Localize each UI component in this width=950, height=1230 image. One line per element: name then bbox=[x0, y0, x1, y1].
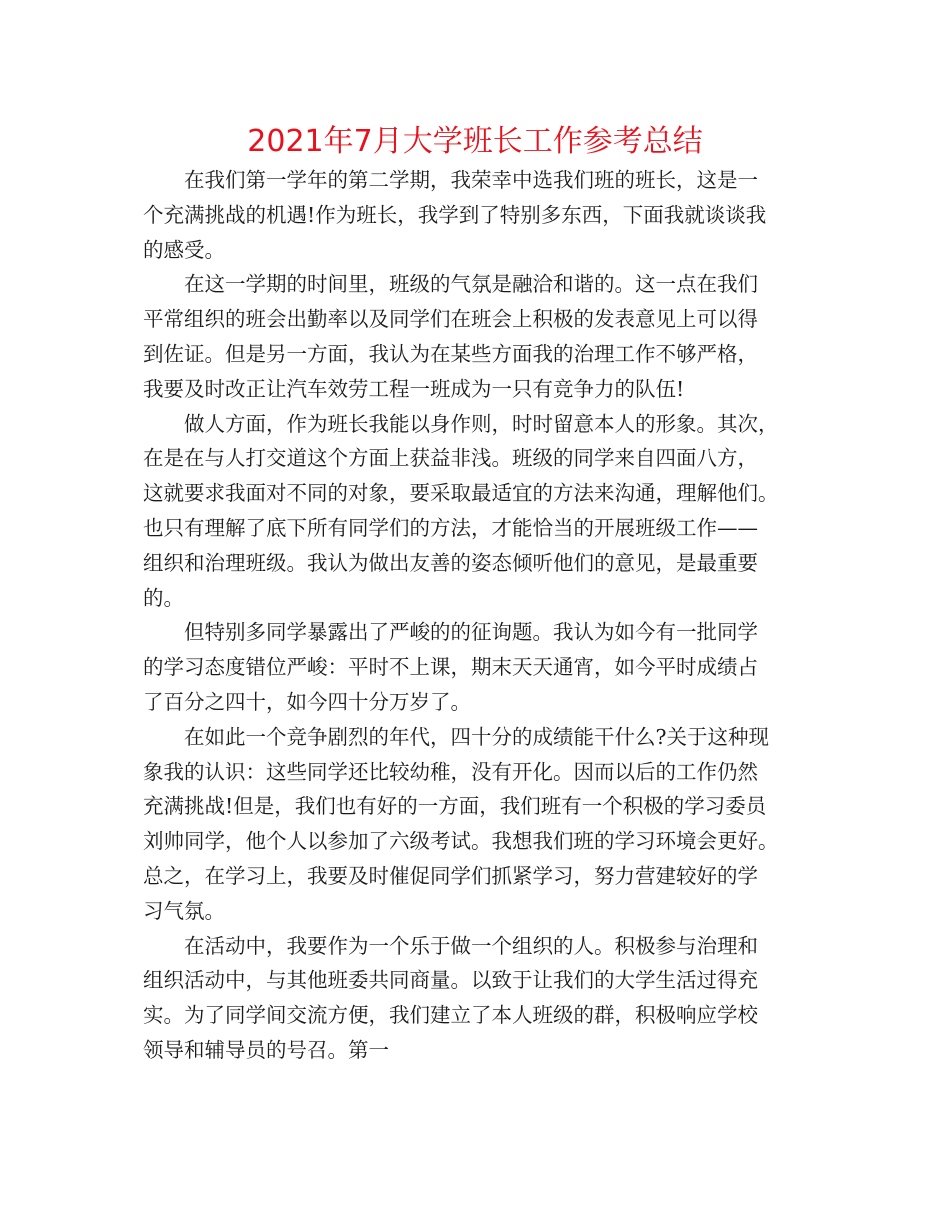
paragraph-line: 实。为了同学间交流方便，我们建立了本人班级的群，积极响应学校 bbox=[143, 1003, 758, 1028]
paragraph-line: 领导和辅导员的号召。第一 bbox=[143, 1037, 389, 1062]
paragraph-line: 做人方面，作为班长我能以身作则，时时留意本人的形象。其次， bbox=[184, 411, 779, 436]
paragraph-line: 这就要求我面对不同的对象，要采取最适宜的方法来沟通，理解他们。 bbox=[143, 481, 779, 506]
paragraph-line: 在活动中，我要作为一个乐于做一个组织的人。积极参与治理和 bbox=[184, 933, 758, 958]
paragraph-line: 的感受。 bbox=[143, 237, 225, 262]
paragraph-line: 在如此一个竞争剧烈的年代，四十分的成绩能干什么?关于这种现 bbox=[184, 724, 769, 749]
paragraph-line: 组织活动中，与其他班委共同商量。以致于让我们的大学生活过得充 bbox=[143, 968, 758, 993]
paragraph-6 bbox=[143, 929, 818, 1068]
paragraph-line: 总之，在学习上，我要及时催促同学们抓紧学习，努力营建较好的学 bbox=[143, 863, 758, 888]
paragraph-line: 也只有理解了底下所有同学们的方法，才能恰当的开展班级工作—— bbox=[143, 515, 758, 540]
paragraph-line: 的学习态度错位严峻：平时不上课，期末天天通宵，如今平时成绩占 bbox=[143, 655, 758, 680]
paragraph-line: 但特别多同学暴露出了严峻的的征询题。我认为如今有一批同学 bbox=[184, 620, 758, 645]
paragraph-line: 了百分之四十，如今四十分万岁了。 bbox=[143, 689, 471, 714]
paragraph-5 bbox=[143, 720, 818, 929]
paragraph-line: 我要及时改正让汽车效劳工程一班成为一只有竞争力的队伍! bbox=[143, 376, 685, 401]
paragraph-line: 在我们第一学年的第二学期，我荣幸中选我们班的班长，这是一 bbox=[184, 168, 758, 192]
paragraph-line: 个充满挑战的机遇!作为班长，我学到了特别多东西，下面我就谈谈我 bbox=[143, 202, 767, 227]
paragraph-line: 到佐证。但是另一方面，我认为在某些方面我的治理工作不够严格， bbox=[143, 341, 758, 366]
paragraph-line: 习气氛。 bbox=[143, 898, 225, 923]
paragraph-4 bbox=[143, 615, 818, 719]
paragraph-line: 充满挑战!但是，我们也有好的一方面，我们班有一个积极的学习委员 bbox=[143, 794, 767, 819]
paragraph-3 bbox=[143, 407, 818, 616]
paragraph-line: 刘帅同学，他个人以参加了六级考试。我想我们班的学习环境会更好。 bbox=[143, 829, 779, 854]
paragraph-2 bbox=[143, 267, 818, 406]
document-body bbox=[143, 163, 818, 1068]
paragraph-line: 平常组织的班会出勤率以及同学们在班会上积极的发表意见上可以得 bbox=[143, 307, 758, 332]
paragraph-line: 的。 bbox=[143, 585, 184, 610]
paragraph-line: 在这一学期的时间里，班级的气氛是融洽和谐的。这一点在我们 bbox=[184, 272, 758, 297]
paragraph-line: 象我的认识：这些同学还比较幼稚，没有开化。因而以后的工作仍然 bbox=[143, 759, 758, 784]
paragraph-line: 在是在与人打交道这个方面上获益非浅。班级的同学来自四面八方， bbox=[143, 446, 758, 471]
document-title: 2021年7月大学班长工作参考总结 bbox=[247, 124, 703, 159]
paragraph-1 bbox=[143, 163, 818, 267]
paragraph-line: 组织和治理班级。我认为做出友善的姿态倾听他们的意见，是最重要 bbox=[143, 550, 758, 575]
